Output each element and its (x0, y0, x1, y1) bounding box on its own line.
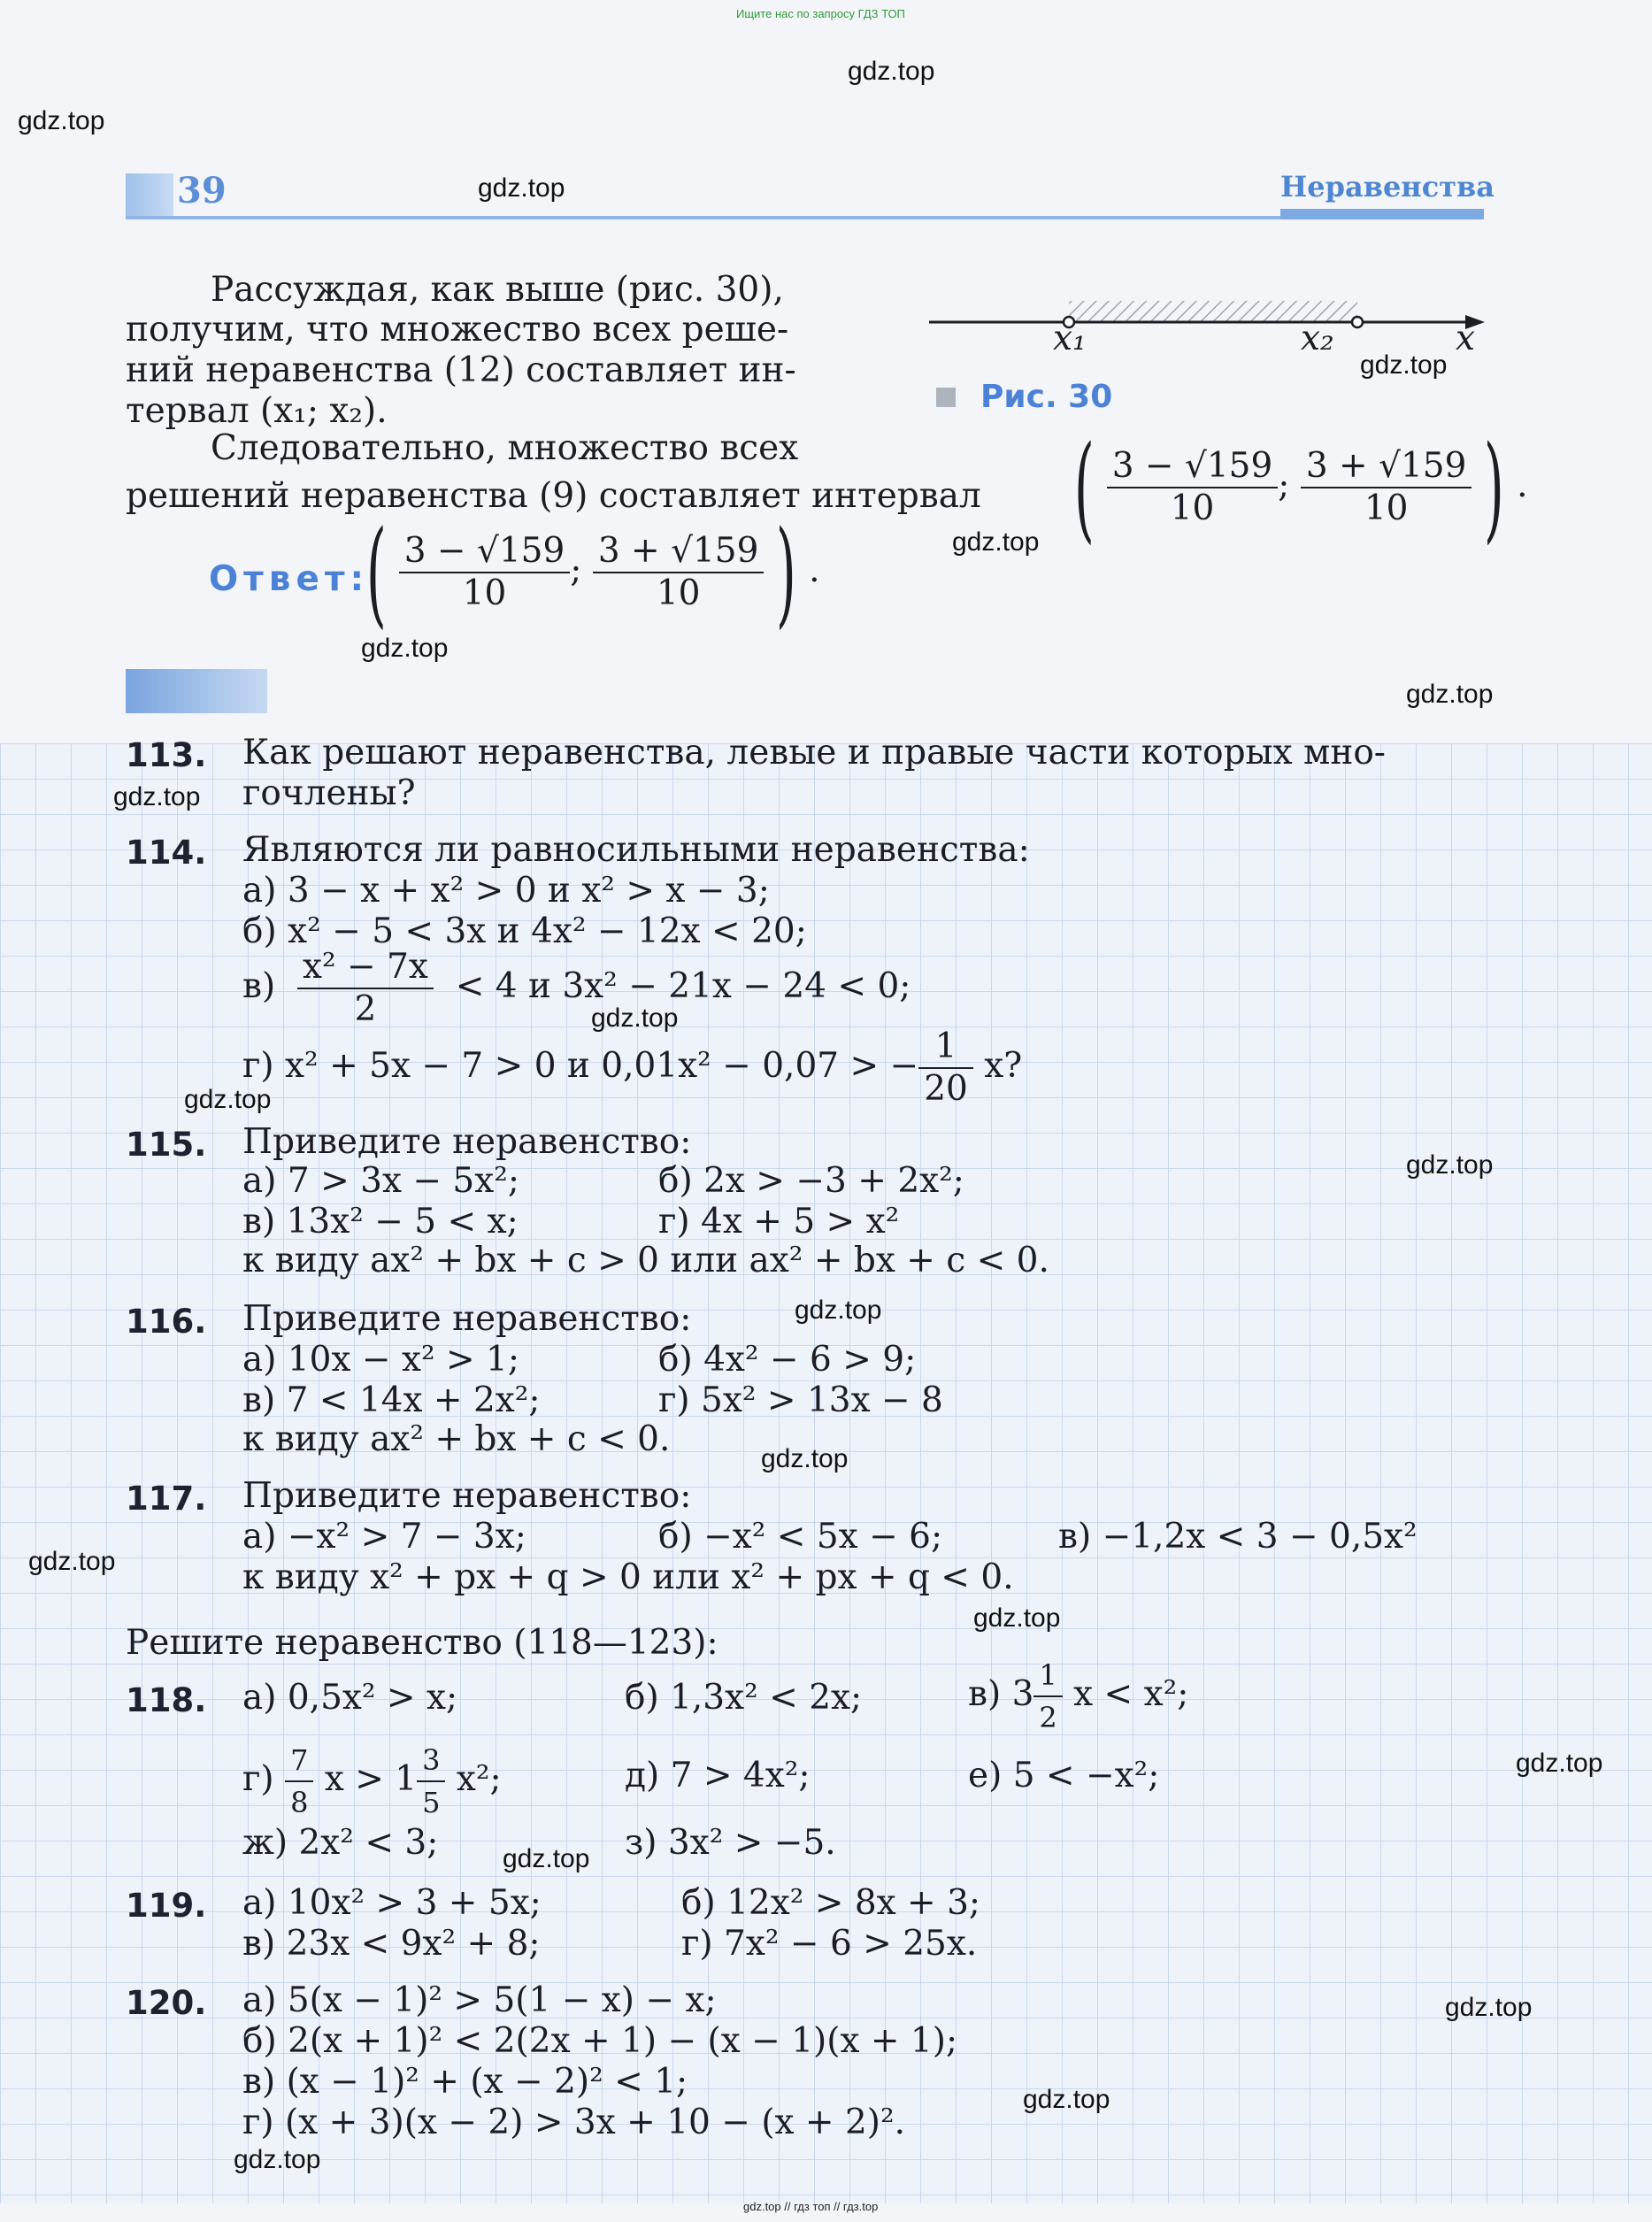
item-label: в) (242, 966, 276, 1006)
watermark: gdz.top (1516, 1749, 1603, 1778)
label-x2: x₂ (1301, 319, 1334, 358)
watermark: gdz.top (503, 1844, 590, 1873)
problem-item: в) (x − 1)² + (x − 2)² < 1; (242, 2062, 688, 2102)
item-label: г) (242, 1759, 274, 1799)
frac-numerator: 1 (1033, 1655, 1062, 1697)
item-text: в) 3 (968, 1674, 1034, 1714)
top-note: Ищите нас по запросу ГДЗ ТОП (736, 7, 905, 20)
watermark: gdz.top (591, 1003, 679, 1033)
frac-numerator: 3 (417, 1740, 445, 1782)
problem-text: к виду x² + px + q > 0 или x² + px + q < 0. (242, 1557, 1014, 1597)
frac-denominator: 8 (290, 1786, 309, 1819)
frac-numerator: 1 (918, 1026, 973, 1069)
label-x: x (1456, 319, 1475, 358)
watermark: gdz.top (795, 1296, 882, 1325)
intro-line: Рассуждая, как выше (рис. 30), (211, 270, 784, 310)
problem-item (242, 1026, 1022, 1110)
problem-item: в) 23x < 9x² + 8; (242, 1924, 541, 1964)
problem-item: а) 10x − x² > 1; (242, 1340, 520, 1380)
page-number: 39 (177, 170, 227, 211)
frac-numerator: 3 + √159 (593, 531, 765, 573)
page-number-tab (126, 173, 173, 219)
problem-item: г) 7x² − 6 > 25x. (681, 1924, 978, 1964)
answer-label: Ответ: (209, 559, 370, 599)
problem-item: б) −x² < 5x − 6; (658, 1517, 943, 1557)
interval-expression: ( $\frac{3 - √159}{10}$ ; $\frac{3 + √159}{10}$ ) . (1073, 420, 1528, 555)
frac-denominator: 10 (656, 573, 701, 613)
footer-note: gdz.top // гдз топ // гдз.top (743, 2200, 879, 2213)
watermark: gdz.top (1445, 1993, 1533, 2022)
watermark: gdz.top (184, 1085, 272, 1114)
watermark: gdz.top (361, 634, 449, 663)
watermark: gdz.top (28, 1547, 116, 1576)
frac-denominator: 20 (924, 1069, 968, 1109)
problem-item: б) 1,3x² < 2x; (625, 1678, 863, 1718)
frac-denominator: 10 (1364, 488, 1409, 528)
problem-item: а) 3 − x + x² > 0 и x² > x − 3; (242, 871, 770, 911)
problem-item: б) 2(x + 1)² < 2(2x + 1) − (x − 1)(x + 1); (242, 2021, 958, 2061)
frac-numerator: 7 (285, 1740, 313, 1782)
problem-item: б) x² − 5 < 3x и 4x² − 12x < 20; (242, 911, 807, 951)
problem-item: б) 12x² > 8x + 3; (681, 1883, 981, 1923)
number-line-figure (929, 292, 1495, 372)
frac-denominator: 10 (462, 573, 507, 613)
watermark: gdz.top (973, 1603, 1061, 1633)
watermark: gdz.top (18, 106, 105, 135)
frac-numerator: x² − 7x (297, 947, 434, 989)
problem-item: г) 5x² > 13x − 8 (658, 1380, 943, 1420)
watermark: gdz.top (761, 1444, 849, 1473)
problem-number: 120. (126, 1984, 207, 2022)
answer-expression: ( $\frac{3 - √159}{10}$ ; $\frac{3 + √159}{10}$ ) . (365, 505, 820, 640)
problem-item: в) 13x² − 5 < x; (242, 1202, 519, 1242)
item-text: x²; (456, 1759, 502, 1799)
problem-number: 116. (126, 1303, 207, 1341)
item-text: < 4 и 3x² − 21x − 24 < 0; (455, 966, 911, 1006)
watermark: gdz.top (1360, 350, 1448, 380)
intro-line: получим, что множество всех реше- (126, 310, 789, 350)
problem-item: а) 5(x − 1)² > 5(1 − x) − x; (242, 1980, 717, 2020)
watermark: gdz.top (1406, 1150, 1494, 1180)
problem-text: к виду ax² + bx + c > 0 или ax² + bx + c < 0. (242, 1241, 1049, 1280)
intro-line: ний неравенства (12) составляет ин- (126, 350, 796, 390)
problem-text: Приведите неравенство: (242, 1299, 692, 1339)
problem-item: б) 2x > −3 + 2x²; (658, 1161, 964, 1201)
intro-line: Следовательно, множество всех (211, 428, 799, 468)
problem-item (242, 947, 911, 1030)
watermark: gdz.top (113, 782, 201, 811)
header-rule-accent (1280, 209, 1484, 219)
problem-item (968, 1655, 1188, 1738)
watermark: gdz.top (952, 527, 1040, 557)
section-instruction: Решите неравенство (118—123): (126, 1623, 718, 1663)
frac-numerator: 3 − √159 (399, 531, 571, 573)
problem-item: г) (x + 3)(x − 2) > 3x + 10 − (x + 2)². (242, 2103, 906, 2142)
problem-item: б) 4x² − 6 > 9; (658, 1340, 917, 1380)
problem-text: к виду ax² + bx + c < 0. (242, 1419, 671, 1459)
problem-item: г) 4x + 5 > x² (658, 1202, 900, 1242)
problem-item: д) 7 > 4x²; (625, 1756, 811, 1795)
problem-number: 117. (126, 1480, 207, 1518)
problem-item: в) 7 < 14x + 2x²; (242, 1380, 541, 1420)
intro-line: тервал (x₁; x₂). (126, 391, 388, 431)
problem-number: 113. (126, 736, 207, 774)
frac-denominator: 2 (1039, 1701, 1057, 1734)
problem-item: а) −x² > 7 − 3x; (242, 1517, 526, 1557)
item-text: г) x² + 5x − 7 > 0 и 0,01x² − 0,07 > − (242, 1046, 919, 1086)
item-text: x > 1 (324, 1759, 418, 1799)
frac-denominator: 5 (422, 1786, 441, 1819)
problem-item: з) 3x² > −5. (625, 1823, 836, 1863)
frac-numerator: 3 + √159 (1301, 446, 1472, 488)
frac-numerator: 3 − √159 (1107, 446, 1279, 488)
watermark: gdz.top (1406, 680, 1494, 709)
problem-item (242, 1740, 502, 1823)
problem-number: 119. (126, 1887, 207, 1925)
problem-text: Являются ли равносильными неравенства: (242, 830, 1030, 870)
problem-number: 114. (126, 834, 207, 872)
watermark: gdz.top (1023, 2085, 1110, 2114)
caption-square (936, 388, 956, 407)
point-x2 (1352, 317, 1363, 327)
intro-line: решений неравенства (9) составляет интервал (126, 476, 981, 516)
problem-item: а) 7 > 3x − 5x²; (242, 1161, 520, 1201)
watermark: gdz.top (234, 2145, 321, 2174)
problem-text: Как решают неравенства, левые и правые части которых мно- (242, 733, 1386, 773)
frac-denominator: 2 (354, 989, 377, 1029)
item-text: x? (984, 1046, 1023, 1086)
problem-number: 115. (126, 1126, 207, 1164)
section-title: Неравенства (1280, 170, 1494, 204)
problem-number: 118. (126, 1681, 207, 1719)
problem-text: гочлены? (242, 773, 416, 813)
watermark: gdz.top (478, 173, 565, 203)
problem-text: Приведите неравенство: (242, 1476, 692, 1516)
problem-item: е) 5 < −x²; (968, 1756, 1160, 1795)
problem-text: Приведите неравенство: (242, 1122, 692, 1162)
section-bar (126, 669, 267, 713)
problem-item: а) 0,5x² > x; (242, 1678, 458, 1718)
problem-item: в) −1,2x < 3 − 0,5x² (1058, 1517, 1418, 1557)
watermark: gdz.top (848, 57, 935, 86)
label-x1: x₁ (1053, 319, 1087, 358)
problem-item: ж) 2x² < 3; (242, 1823, 439, 1863)
figure-caption: Рис. 30 (980, 379, 1113, 415)
frac-denominator: 10 (1170, 488, 1215, 528)
problem-item: а) 10x² > 3 + 5x; (242, 1883, 542, 1923)
item-text: x < x²; (1073, 1674, 1189, 1714)
